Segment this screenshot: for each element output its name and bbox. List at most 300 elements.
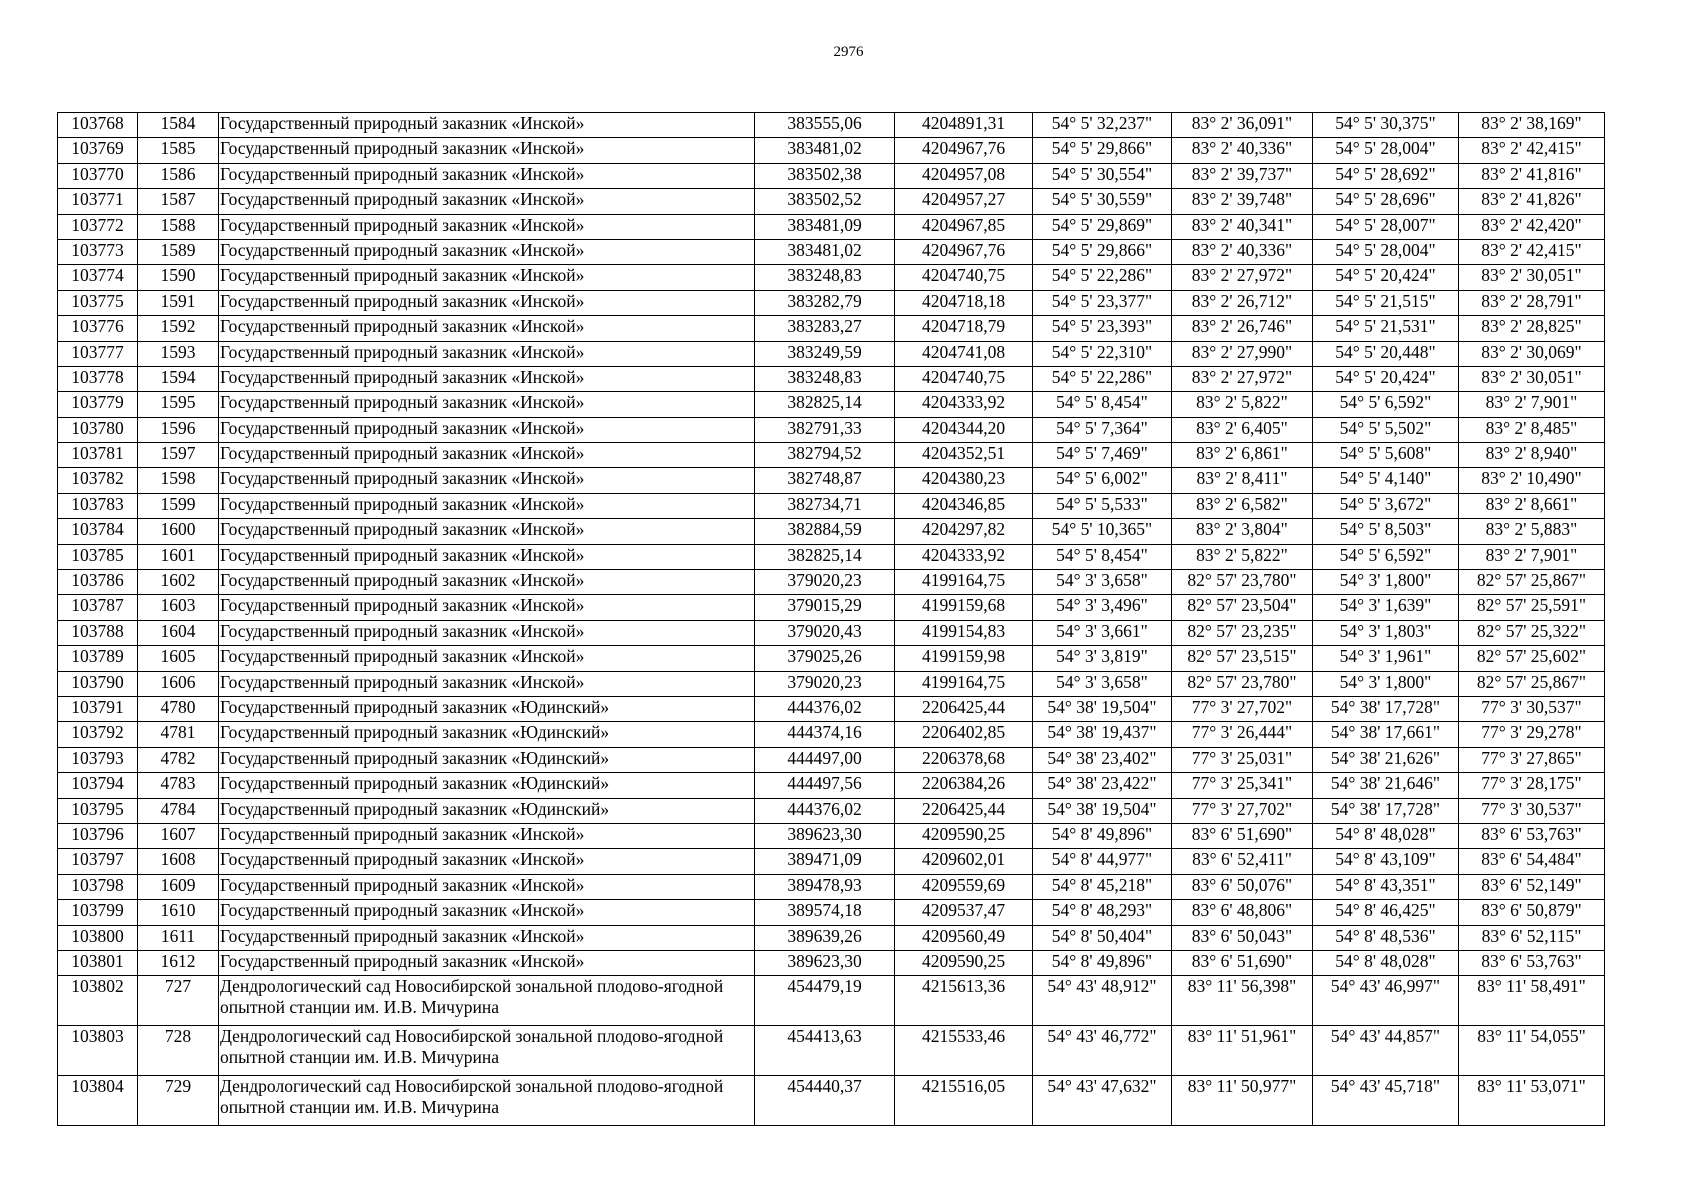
coord-x-cell: 383481,02	[755, 138, 895, 163]
latitude-2-cell: 54° 3' 1,800"	[1313, 671, 1459, 696]
longitude-1-cell: 77° 3' 25,031"	[1172, 747, 1313, 772]
latitude-2-cell: 54° 8' 48,028"	[1313, 823, 1459, 848]
longitude-1-cell: 83° 2' 39,748"	[1172, 189, 1313, 214]
coord-y-cell: 4204718,18	[895, 290, 1033, 315]
record-number-cell: 103777	[58, 341, 138, 366]
table-row	[58, 773, 1605, 798]
latitude-2-cell: 54° 8' 46,425"	[1313, 900, 1459, 925]
longitude-2-cell: 83° 2' 30,051"	[1459, 265, 1605, 290]
table-row	[58, 113, 1605, 138]
coord-x-cell: 383249,59	[755, 341, 895, 366]
record-number-cell: 103781	[58, 443, 138, 468]
table-row	[58, 874, 1605, 899]
point-number-cell: 728	[138, 1026, 219, 1076]
object-name-cell: Государственный природный заказник «Инской»	[219, 265, 755, 290]
longitude-2-cell: 83° 2' 8,661"	[1459, 493, 1605, 518]
object-name-cell: Государственный природный заказник «Инской»	[219, 595, 755, 620]
latitude-2-cell: 54° 5' 28,004"	[1313, 239, 1459, 264]
longitude-2-cell: 83° 2' 8,940"	[1459, 443, 1605, 468]
latitude-1-cell: 54° 8' 45,218"	[1033, 874, 1172, 899]
record-number-cell: 103801	[58, 950, 138, 975]
longitude-2-cell: 83° 2' 42,420"	[1459, 214, 1605, 239]
coord-x-cell: 389471,09	[755, 849, 895, 874]
coord-y-cell: 4204297,82	[895, 519, 1033, 544]
longitude-1-cell: 83° 6' 50,043"	[1172, 925, 1313, 950]
object-name-cell: Государственный природный заказник «Инской»	[219, 214, 755, 239]
object-name-cell: Государственный природный заказник «Инской»	[219, 493, 755, 518]
table-row	[58, 900, 1605, 925]
point-number-cell: 1602	[138, 570, 219, 595]
coord-y-cell: 2206402,85	[895, 722, 1033, 747]
point-number-cell: 1598	[138, 468, 219, 493]
coord-x-cell: 379015,29	[755, 595, 895, 620]
point-number-cell: 1584	[138, 113, 219, 138]
record-number-cell: 103797	[58, 849, 138, 874]
longitude-2-cell: 83° 2' 7,901"	[1459, 544, 1605, 569]
latitude-2-cell: 54° 5' 5,502"	[1313, 417, 1459, 442]
longitude-2-cell: 83° 2' 10,490"	[1459, 468, 1605, 493]
latitude-1-cell: 54° 5' 23,393"	[1033, 316, 1172, 341]
longitude-2-cell: 82° 57' 25,322"	[1459, 620, 1605, 645]
coord-y-cell: 4204718,79	[895, 316, 1033, 341]
latitude-1-cell: 54° 3' 3,661"	[1033, 620, 1172, 645]
table-row	[58, 671, 1605, 696]
coord-x-cell: 454413,63	[755, 1026, 895, 1076]
point-number-cell: 1593	[138, 341, 219, 366]
latitude-2-cell: 54° 38' 17,661"	[1313, 722, 1459, 747]
object-name-cell: Государственный природный заказник «Инской»	[219, 646, 755, 671]
record-number-cell: 103768	[58, 113, 138, 138]
latitude-2-cell: 54° 3' 1,800"	[1313, 570, 1459, 595]
object-name-cell: Государственный природный заказник «Инской»	[219, 113, 755, 138]
longitude-2-cell: 77° 3' 30,537"	[1459, 798, 1605, 823]
latitude-1-cell: 54° 38' 23,422"	[1033, 773, 1172, 798]
table-row	[58, 696, 1605, 721]
latitude-2-cell: 54° 5' 3,672"	[1313, 493, 1459, 518]
latitude-2-cell: 54° 8' 43,109"	[1313, 849, 1459, 874]
longitude-1-cell: 83° 11' 50,977"	[1172, 1076, 1313, 1126]
coord-y-cell: 4204344,20	[895, 417, 1033, 442]
object-name-cell: Государственный природный заказник «Инской»	[219, 874, 755, 899]
longitude-1-cell: 83° 6' 51,690"	[1172, 950, 1313, 975]
coord-x-cell: 383282,79	[755, 290, 895, 315]
longitude-1-cell: 83° 6' 50,076"	[1172, 874, 1313, 899]
coord-x-cell: 444374,16	[755, 722, 895, 747]
page-number: 2976	[833, 44, 864, 60]
table-row	[58, 823, 1605, 848]
object-name-cell: Государственный природный заказник «Инской»	[219, 950, 755, 975]
latitude-2-cell: 54° 5' 30,375"	[1313, 113, 1459, 138]
longitude-1-cell: 77° 3' 27,702"	[1172, 696, 1313, 721]
coord-y-cell: 4215516,05	[895, 1076, 1033, 1126]
object-name-cell: Государственный природный заказник «Инской»	[219, 544, 755, 569]
latitude-2-cell: 54° 5' 4,140"	[1313, 468, 1459, 493]
coord-y-cell: 4199159,68	[895, 595, 1033, 620]
coord-y-cell: 4215533,46	[895, 1026, 1033, 1076]
latitude-1-cell: 54° 5' 32,237"	[1033, 113, 1172, 138]
longitude-2-cell: 83° 2' 28,791"	[1459, 290, 1605, 315]
record-number-cell: 103785	[58, 544, 138, 569]
latitude-1-cell: 54° 38' 19,437"	[1033, 722, 1172, 747]
longitude-2-cell: 77° 3' 29,278"	[1459, 722, 1605, 747]
coord-y-cell: 4199154,83	[895, 620, 1033, 645]
coord-y-cell: 4204957,08	[895, 163, 1033, 188]
longitude-2-cell: 83° 6' 50,879"	[1459, 900, 1605, 925]
record-number-cell: 103779	[58, 392, 138, 417]
latitude-2-cell: 54° 43' 46,997"	[1313, 976, 1459, 1026]
record-number-cell: 103782	[58, 468, 138, 493]
latitude-1-cell: 54° 5' 22,310"	[1033, 341, 1172, 366]
longitude-1-cell: 83° 2' 27,972"	[1172, 366, 1313, 391]
coord-y-cell: 4209602,01	[895, 849, 1033, 874]
latitude-1-cell: 54° 5' 29,866"	[1033, 239, 1172, 264]
latitude-1-cell: 54° 5' 7,469"	[1033, 443, 1172, 468]
latitude-1-cell: 54° 43' 47,632"	[1033, 1076, 1172, 1126]
point-number-cell: 1605	[138, 646, 219, 671]
point-number-cell: 4780	[138, 696, 219, 721]
object-name-cell: Дендрологический сад Новосибирской зональной плодово-ягодной опытной станции им. И.В. Мичурина	[219, 976, 755, 1026]
coord-x-cell: 383248,83	[755, 265, 895, 290]
longitude-2-cell: 77° 3' 27,865"	[1459, 747, 1605, 772]
latitude-2-cell: 54° 38' 21,626"	[1313, 747, 1459, 772]
latitude-1-cell: 54° 8' 49,896"	[1033, 823, 1172, 848]
latitude-2-cell: 54° 3' 1,961"	[1313, 646, 1459, 671]
record-number-cell: 103795	[58, 798, 138, 823]
latitude-2-cell: 54° 38' 21,646"	[1313, 773, 1459, 798]
coord-y-cell: 4209590,25	[895, 823, 1033, 848]
object-name-cell: Государственный природный заказник «Инской»	[219, 341, 755, 366]
longitude-2-cell: 83° 2' 42,415"	[1459, 239, 1605, 264]
table-row	[58, 925, 1605, 950]
coord-y-cell: 4204741,08	[895, 341, 1033, 366]
table-row	[58, 519, 1605, 544]
latitude-1-cell: 54° 5' 29,866"	[1033, 138, 1172, 163]
object-name-cell: Государственный природный заказник «Инской»	[219, 417, 755, 442]
latitude-2-cell: 54° 5' 20,424"	[1313, 265, 1459, 290]
record-number-cell: 103776	[58, 316, 138, 341]
table-row	[58, 417, 1605, 442]
latitude-2-cell: 54° 3' 1,803"	[1313, 620, 1459, 645]
coord-y-cell: 4215613,36	[895, 976, 1033, 1026]
object-name-cell: Государственный природный заказник «Инской»	[219, 671, 755, 696]
latitude-1-cell: 54° 5' 22,286"	[1033, 265, 1172, 290]
latitude-1-cell: 54° 5' 30,559"	[1033, 189, 1172, 214]
latitude-2-cell: 54° 5' 21,531"	[1313, 316, 1459, 341]
longitude-1-cell: 83° 2' 3,804"	[1172, 519, 1313, 544]
object-name-cell: Государственный природный заказник «Инской»	[219, 620, 755, 645]
record-number-cell: 103789	[58, 646, 138, 671]
longitude-1-cell: 83° 2' 26,712"	[1172, 290, 1313, 315]
table-row	[58, 189, 1605, 214]
object-name-cell: Государственный природный заказник «Инской»	[219, 823, 755, 848]
record-number-cell: 103788	[58, 620, 138, 645]
coord-y-cell: 4204740,75	[895, 265, 1033, 290]
record-number-cell: 103775	[58, 290, 138, 315]
coord-x-cell: 383502,38	[755, 163, 895, 188]
latitude-1-cell: 54° 5' 8,454"	[1033, 392, 1172, 417]
latitude-2-cell: 54° 5' 20,448"	[1313, 341, 1459, 366]
latitude-2-cell: 54° 5' 20,424"	[1313, 366, 1459, 391]
longitude-1-cell: 83° 2' 27,972"	[1172, 265, 1313, 290]
point-number-cell: 1588	[138, 214, 219, 239]
latitude-1-cell: 54° 8' 50,404"	[1033, 925, 1172, 950]
table-body	[58, 113, 1605, 1126]
longitude-2-cell: 83° 2' 41,816"	[1459, 163, 1605, 188]
coord-x-cell: 444376,02	[755, 798, 895, 823]
coord-x-cell: 454479,19	[755, 976, 895, 1026]
coord-x-cell: 444376,02	[755, 696, 895, 721]
point-number-cell: 729	[138, 1076, 219, 1126]
coord-x-cell: 382791,33	[755, 417, 895, 442]
coord-x-cell: 454440,37	[755, 1076, 895, 1126]
coord-x-cell: 389478,93	[755, 874, 895, 899]
longitude-1-cell: 83° 2' 5,822"	[1172, 392, 1313, 417]
latitude-2-cell: 54° 8' 43,351"	[1313, 874, 1459, 899]
latitude-1-cell: 54° 8' 49,896"	[1033, 950, 1172, 975]
point-number-cell: 1606	[138, 671, 219, 696]
longitude-2-cell: 82° 57' 25,591"	[1459, 595, 1605, 620]
coord-x-cell: 379020,43	[755, 620, 895, 645]
longitude-2-cell: 83° 2' 42,415"	[1459, 138, 1605, 163]
longitude-1-cell: 83° 2' 40,341"	[1172, 214, 1313, 239]
coord-x-cell: 389639,26	[755, 925, 895, 950]
table-row	[58, 316, 1605, 341]
coord-x-cell: 379020,23	[755, 570, 895, 595]
object-name-cell: Дендрологический сад Новосибирской зональной плодово-ягодной опытной станции им. И.В. Мичурина	[219, 1026, 755, 1076]
latitude-1-cell: 54° 5' 23,377"	[1033, 290, 1172, 315]
latitude-2-cell: 54° 8' 48,028"	[1313, 950, 1459, 975]
longitude-2-cell: 82° 57' 25,602"	[1459, 646, 1605, 671]
table-row	[58, 798, 1605, 823]
coord-y-cell: 4209537,47	[895, 900, 1033, 925]
longitude-1-cell: 83° 2' 39,737"	[1172, 163, 1313, 188]
record-number-cell: 103784	[58, 519, 138, 544]
longitude-2-cell: 83° 2' 5,883"	[1459, 519, 1605, 544]
record-number-cell: 103790	[58, 671, 138, 696]
record-number-cell: 103799	[58, 900, 138, 925]
object-name-cell: Государственный природный заказник «Инской»	[219, 366, 755, 391]
object-name-cell: Государственный природный заказник «Юдинский»	[219, 798, 755, 823]
longitude-1-cell: 83° 2' 27,990"	[1172, 341, 1313, 366]
object-name-cell: Государственный природный заказник «Инской»	[219, 849, 755, 874]
longitude-2-cell: 83° 11' 53,071"	[1459, 1076, 1605, 1126]
longitude-1-cell: 82° 57' 23,780"	[1172, 671, 1313, 696]
latitude-1-cell: 54° 3' 3,658"	[1033, 671, 1172, 696]
point-number-cell: 1597	[138, 443, 219, 468]
point-number-cell: 4784	[138, 798, 219, 823]
coord-y-cell: 4204957,27	[895, 189, 1033, 214]
point-number-cell: 1612	[138, 950, 219, 975]
point-number-cell: 1594	[138, 366, 219, 391]
record-number-cell: 103800	[58, 925, 138, 950]
record-number-cell: 103803	[58, 1026, 138, 1076]
latitude-1-cell: 54° 3' 3,819"	[1033, 646, 1172, 671]
longitude-2-cell: 83° 11' 54,055"	[1459, 1026, 1605, 1076]
longitude-1-cell: 83° 2' 6,861"	[1172, 443, 1313, 468]
object-name-cell: Государственный природный заказник «Инской»	[219, 392, 755, 417]
object-name-cell: Дендрологический сад Новосибирской зональной плодово-ягодной опытной станции им. И.В. Мичурина	[219, 1076, 755, 1126]
coord-y-cell: 4199164,75	[895, 671, 1033, 696]
record-number-cell: 103783	[58, 493, 138, 518]
object-name-cell: Государственный природный заказник «Инской»	[219, 163, 755, 188]
point-number-cell: 1592	[138, 316, 219, 341]
table-row	[58, 163, 1605, 188]
record-number-cell: 103774	[58, 265, 138, 290]
latitude-1-cell: 54° 43' 48,912"	[1033, 976, 1172, 1026]
record-number-cell: 103787	[58, 595, 138, 620]
longitude-2-cell: 83° 6' 54,484"	[1459, 849, 1605, 874]
latitude-1-cell: 54° 5' 10,365"	[1033, 519, 1172, 544]
longitude-1-cell: 83° 2' 26,746"	[1172, 316, 1313, 341]
longitude-2-cell: 83° 11' 58,491"	[1459, 976, 1605, 1026]
coord-y-cell: 2206384,26	[895, 773, 1033, 798]
longitude-2-cell: 83° 2' 30,051"	[1459, 366, 1605, 391]
latitude-1-cell: 54° 3' 3,496"	[1033, 595, 1172, 620]
longitude-1-cell: 82° 57' 23,504"	[1172, 595, 1313, 620]
coord-y-cell: 4204967,76	[895, 239, 1033, 264]
point-number-cell: 1595	[138, 392, 219, 417]
longitude-1-cell: 83° 2' 40,336"	[1172, 138, 1313, 163]
coord-x-cell: 389574,18	[755, 900, 895, 925]
coord-y-cell: 2206378,68	[895, 747, 1033, 772]
table-row	[58, 443, 1605, 468]
coord-y-cell: 4204352,51	[895, 443, 1033, 468]
coord-x-cell: 382884,59	[755, 519, 895, 544]
longitude-1-cell: 83° 11' 56,398"	[1172, 976, 1313, 1026]
object-name-cell: Государственный природный заказник «Инской»	[219, 468, 755, 493]
table-row	[58, 595, 1605, 620]
longitude-2-cell: 83° 6' 53,763"	[1459, 823, 1605, 848]
object-name-cell: Государственный природный заказник «Юдинский»	[219, 722, 755, 747]
longitude-1-cell: 77° 3' 25,341"	[1172, 773, 1313, 798]
point-number-cell: 1587	[138, 189, 219, 214]
latitude-1-cell: 54° 43' 46,772"	[1033, 1026, 1172, 1076]
record-number-cell: 103773	[58, 239, 138, 264]
coord-x-cell: 444497,00	[755, 747, 895, 772]
table-row	[58, 849, 1605, 874]
coord-x-cell: 389623,30	[755, 823, 895, 848]
coord-x-cell: 382734,71	[755, 493, 895, 518]
longitude-1-cell: 83° 2' 8,411"	[1172, 468, 1313, 493]
coord-y-cell: 4199164,75	[895, 570, 1033, 595]
coord-x-cell: 383555,06	[755, 113, 895, 138]
latitude-2-cell: 54° 5' 28,696"	[1313, 189, 1459, 214]
coord-x-cell: 382794,52	[755, 443, 895, 468]
object-name-cell: Государственный природный заказник «Инской»	[219, 925, 755, 950]
longitude-1-cell: 82° 57' 23,235"	[1172, 620, 1313, 645]
record-number-cell: 103786	[58, 570, 138, 595]
longitude-1-cell: 83° 6' 51,690"	[1172, 823, 1313, 848]
point-number-cell: 1591	[138, 290, 219, 315]
latitude-2-cell: 54° 3' 1,639"	[1313, 595, 1459, 620]
point-number-cell: 727	[138, 976, 219, 1026]
coord-y-cell: 2206425,44	[895, 798, 1033, 823]
coord-y-cell: 4204740,75	[895, 366, 1033, 391]
point-number-cell: 4782	[138, 747, 219, 772]
table-row	[58, 290, 1605, 315]
table-row	[58, 265, 1605, 290]
object-name-cell: Государственный природный заказник «Инской»	[219, 900, 755, 925]
record-number-cell: 103791	[58, 696, 138, 721]
table-row	[58, 392, 1605, 417]
point-number-cell: 1600	[138, 519, 219, 544]
longitude-2-cell: 83° 2' 8,485"	[1459, 417, 1605, 442]
point-number-cell: 1586	[138, 163, 219, 188]
object-name-cell: Государственный природный заказник «Инской»	[219, 290, 755, 315]
longitude-1-cell: 83° 2' 5,822"	[1172, 544, 1313, 569]
longitude-1-cell: 83° 2' 6,582"	[1172, 493, 1313, 518]
record-number-cell: 103792	[58, 722, 138, 747]
coord-y-cell: 4204333,92	[895, 544, 1033, 569]
longitude-1-cell: 83° 6' 48,806"	[1172, 900, 1313, 925]
coord-x-cell: 389623,30	[755, 950, 895, 975]
latitude-2-cell: 54° 5' 8,503"	[1313, 519, 1459, 544]
latitude-1-cell: 54° 38' 19,504"	[1033, 696, 1172, 721]
table-row	[58, 493, 1605, 518]
table-row	[58, 620, 1605, 645]
latitude-2-cell: 54° 8' 48,536"	[1313, 925, 1459, 950]
point-number-cell: 1601	[138, 544, 219, 569]
table-row	[58, 544, 1605, 569]
coord-x-cell: 383481,02	[755, 239, 895, 264]
point-number-cell: 4781	[138, 722, 219, 747]
longitude-2-cell: 82° 57' 25,867"	[1459, 570, 1605, 595]
longitude-2-cell: 83° 2' 38,169"	[1459, 113, 1605, 138]
point-number-cell: 1609	[138, 874, 219, 899]
coord-x-cell: 382748,87	[755, 468, 895, 493]
latitude-2-cell: 54° 5' 28,007"	[1313, 214, 1459, 239]
object-name-cell: Государственный природный заказник «Юдинский»	[219, 696, 755, 721]
coord-x-cell: 383248,83	[755, 366, 895, 391]
table-row	[58, 341, 1605, 366]
longitude-1-cell: 83° 2' 6,405"	[1172, 417, 1313, 442]
point-number-cell: 1589	[138, 239, 219, 264]
latitude-2-cell: 54° 5' 28,692"	[1313, 163, 1459, 188]
object-name-cell: Государственный природный заказник «Юдинский»	[219, 747, 755, 772]
record-number-cell: 103778	[58, 366, 138, 391]
latitude-1-cell: 54° 8' 44,977"	[1033, 849, 1172, 874]
latitude-1-cell: 54° 38' 19,504"	[1033, 798, 1172, 823]
latitude-2-cell: 54° 38' 17,728"	[1313, 798, 1459, 823]
record-number-cell: 103771	[58, 189, 138, 214]
point-number-cell: 4783	[138, 773, 219, 798]
point-number-cell: 1610	[138, 900, 219, 925]
object-name-cell: Государственный природный заказник «Инской»	[219, 239, 755, 264]
latitude-2-cell: 54° 5' 21,515"	[1313, 290, 1459, 315]
table-row	[58, 1026, 1605, 1076]
table-row	[58, 239, 1605, 264]
coord-y-cell: 4209559,69	[895, 874, 1033, 899]
table-row	[58, 468, 1605, 493]
longitude-2-cell: 77° 3' 30,537"	[1459, 696, 1605, 721]
longitude-1-cell: 83° 6' 52,411"	[1172, 849, 1313, 874]
object-name-cell: Государственный природный заказник «Инской»	[219, 519, 755, 544]
latitude-2-cell: 54° 43' 44,857"	[1313, 1026, 1459, 1076]
object-name-cell: Государственный природный заказник «Инской»	[219, 189, 755, 214]
latitude-1-cell: 54° 38' 23,402"	[1033, 747, 1172, 772]
coord-x-cell: 383481,09	[755, 214, 895, 239]
latitude-1-cell: 54° 8' 48,293"	[1033, 900, 1172, 925]
latitude-2-cell: 54° 5' 28,004"	[1313, 138, 1459, 163]
table-row	[58, 646, 1605, 671]
point-number-cell: 1603	[138, 595, 219, 620]
longitude-1-cell: 83° 11' 51,961"	[1172, 1026, 1313, 1076]
point-number-cell: 1585	[138, 138, 219, 163]
table-row	[58, 1076, 1605, 1126]
point-number-cell: 1608	[138, 849, 219, 874]
point-number-cell: 1611	[138, 925, 219, 950]
coord-y-cell: 4209590,25	[895, 950, 1033, 975]
